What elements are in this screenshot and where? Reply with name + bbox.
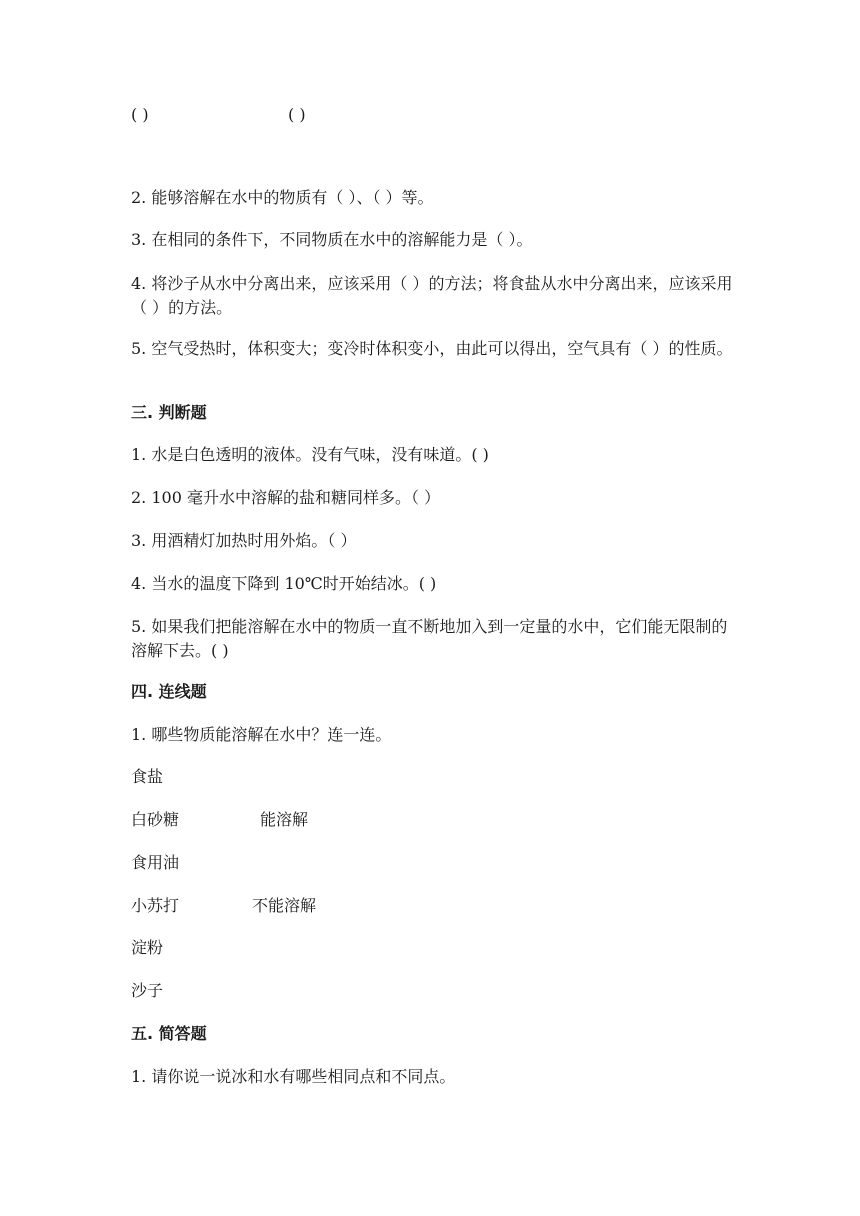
answer-paren-left: ( ) <box>131 105 149 124</box>
judgement-item-1: 1. 水是白色透明的液体。没有气味，没有味道。( ) <box>131 445 489 464</box>
judgement-item-2: 2. 100 毫升水中溶解的盐和糖同样多。（ ） <box>131 488 441 507</box>
option-dissolvable: 能溶解 <box>260 810 309 829</box>
fill-blank-5: 5. 空气受热时，体积变大；变冷时体积变小，由此可以得出，空气具有（ ）的性质。 <box>131 339 733 358</box>
option-not-dissolvable: 不能溶解 <box>252 896 317 915</box>
fill-blank-4: 4. 将沙子从水中分离出来，应该采用（ ）的方法；将食盐从水中分离出来，应该采用（ ）的方法。 <box>131 274 733 317</box>
section-title-short-answer: 五. 简答题 <box>131 1024 207 1043</box>
short-answer-question: 1. 请你说一说冰和水有哪些相同点和不同点。 <box>131 1067 456 1086</box>
judgement-item-5: 5. 如果我们把能溶解在水中的物质一直不断地加入到一定量的水中，它们能无限制的溶解下去。( ) <box>131 617 728 660</box>
judgement-item-3: 3. 用酒精灯加热时用外焰。（ ） <box>131 531 357 550</box>
substance-item: 食用油 <box>131 853 180 872</box>
matching-question: 1. 哪些物质能溶解在水中？连一连。 <box>131 725 392 744</box>
substance-item: 沙子 <box>131 981 164 1000</box>
fill-blank-2: 2. 能够溶解在水中的物质有（ ）、（ ）等。 <box>131 188 434 207</box>
judgement-item-4: 4. 当水的温度下降到 10℃时开始结冰。( ) <box>131 574 437 593</box>
substance-item: 淀粉 <box>131 938 164 957</box>
section-title-matching: 四. 连线题 <box>131 682 207 701</box>
substance-item: 食盐 <box>131 767 164 786</box>
substance-item: 白砂糖 <box>131 810 180 829</box>
answer-paren-right: ( ) <box>288 105 306 124</box>
substance-item: 小苏打 <box>131 896 180 915</box>
fill-blank-3: 3. 在相同的条件下，不同物质在水中的溶解能力是（ ）。 <box>131 230 533 249</box>
section-title-judgement: 三. 判断题 <box>131 403 207 422</box>
